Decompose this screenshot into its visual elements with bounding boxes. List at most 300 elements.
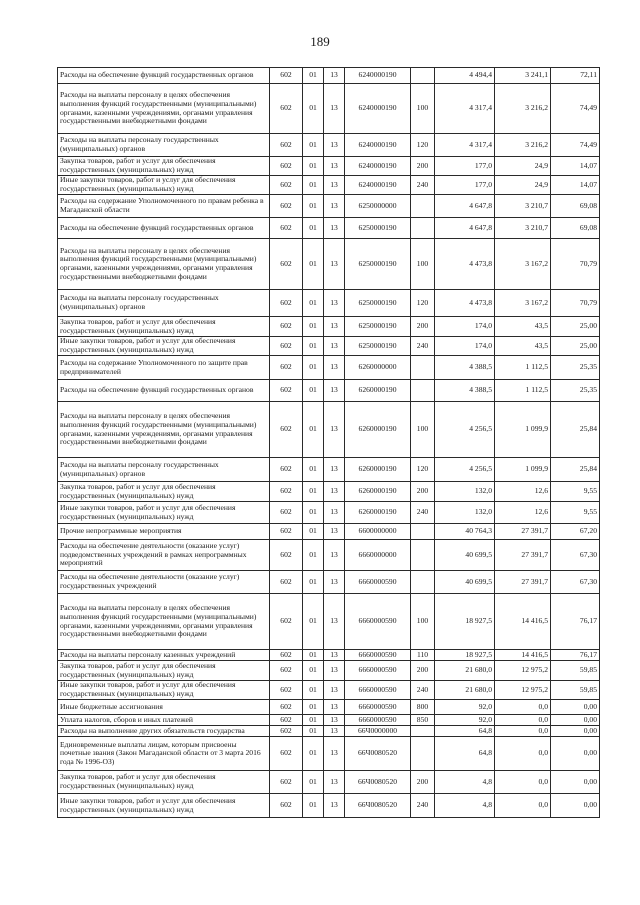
cell-plan: 21 680,0 (435, 681, 495, 700)
cell-csr: 6260000190 (345, 502, 411, 524)
cell-fact: 0,0 (495, 737, 551, 771)
cell-name: Иные закупки товаров, работ и услуг для обеспечения государственных (муниципальных) нужд (58, 502, 270, 524)
cell-pr: 13 (324, 380, 345, 402)
table-row (58, 502, 600, 524)
cell-csr: 6250000190 (345, 290, 411, 317)
cell-fact: 0,0 (495, 771, 551, 794)
cell-ved: 602 (270, 571, 303, 594)
cell-pct: 72,11 (551, 68, 600, 84)
cell-rz: 01 (303, 195, 324, 218)
cell-pr: 13 (324, 540, 345, 571)
cell-vr (411, 571, 435, 594)
cell-plan: 4 473,8 (435, 239, 495, 290)
cell-rz: 01 (303, 715, 324, 726)
cell-ved: 602 (270, 540, 303, 571)
cell-vr (411, 68, 435, 84)
table-row (58, 681, 600, 700)
cell-rz: 01 (303, 134, 324, 157)
cell-fact: 24,9 (495, 176, 551, 195)
cell-plan: 64,8 (435, 726, 495, 737)
cell-fact: 43,5 (495, 337, 551, 356)
cell-fact: 14 416,5 (495, 594, 551, 650)
cell-pr: 13 (324, 68, 345, 84)
table-row (58, 594, 600, 650)
cell-name: Закупка товаров, работ и услуг для обеспечения государственных (муниципальных) нужд (58, 771, 270, 794)
cell-fact: 12,6 (495, 482, 551, 502)
table-row (58, 650, 600, 661)
cell-plan: 40 699,5 (435, 571, 495, 594)
cell-name: Расходы на обеспечение функций государственных органов (58, 218, 270, 239)
cell-name: Прочие непрограммные мероприятия (58, 524, 270, 540)
cell-name: Расходы на обеспечение функций государственных органов (58, 68, 270, 84)
cell-ved: 602 (270, 594, 303, 650)
cell-fact: 0,0 (495, 700, 551, 715)
table-row (58, 356, 600, 380)
cell-csr: 6660000000 (345, 540, 411, 571)
cell-vr: 200 (411, 771, 435, 794)
cell-pr: 13 (324, 317, 345, 337)
cell-pct: 67,30 (551, 540, 600, 571)
cell-rz: 01 (303, 157, 324, 176)
cell-plan: 4 317,4 (435, 84, 495, 134)
cell-pct: 25,84 (551, 402, 600, 458)
cell-ved: 602 (270, 218, 303, 239)
cell-plan: 4,8 (435, 771, 495, 794)
cell-pr: 13 (324, 771, 345, 794)
cell-pr: 13 (324, 715, 345, 726)
cell-pct: 14,07 (551, 157, 600, 176)
cell-vr (411, 540, 435, 571)
cell-rz: 01 (303, 681, 324, 700)
cell-pct: 0,00 (551, 794, 600, 818)
cell-fact: 14 416,5 (495, 650, 551, 661)
cell-fact: 1 112,5 (495, 356, 551, 380)
cell-pr: 13 (324, 195, 345, 218)
cell-pr: 13 (324, 482, 345, 502)
cell-pr: 13 (324, 157, 345, 176)
cell-ved: 602 (270, 337, 303, 356)
cell-csr: 6260000190 (345, 380, 411, 402)
cell-csr: 6260000190 (345, 458, 411, 482)
cell-rz: 01 (303, 650, 324, 661)
cell-pct: 59,85 (551, 681, 600, 700)
cell-rz: 01 (303, 524, 324, 540)
cell-pct: 0,00 (551, 771, 600, 794)
cell-csr: 66Ч0080520 (345, 771, 411, 794)
cell-vr (411, 737, 435, 771)
cell-rz: 01 (303, 290, 324, 317)
cell-pct: 9,55 (551, 502, 600, 524)
cell-rz: 01 (303, 794, 324, 818)
cell-pr: 13 (324, 290, 345, 317)
cell-ved: 602 (270, 356, 303, 380)
cell-pct: 67,30 (551, 571, 600, 594)
table-row (58, 726, 600, 737)
cell-pr: 13 (324, 239, 345, 290)
cell-rz: 01 (303, 356, 324, 380)
cell-fact: 12 975,2 (495, 661, 551, 681)
cell-fact: 27 391,7 (495, 540, 551, 571)
cell-name: Расходы на выплаты персоналу государственных (муниципальных) органов (58, 458, 270, 482)
cell-ved: 602 (270, 715, 303, 726)
cell-name: Расходы на содержание Уполномоченного по защите прав предпринимателей (58, 356, 270, 380)
cell-name: Расходы на обеспечение деятельности (оказание услуг) подведомственных учреждений в рамках непрограммных мероприятий (58, 540, 270, 571)
cell-fact: 3 241,1 (495, 68, 551, 84)
cell-rz: 01 (303, 239, 324, 290)
cell-plan: 4 388,5 (435, 380, 495, 402)
cell-plan: 18 927,5 (435, 650, 495, 661)
cell-pct: 25,35 (551, 356, 600, 380)
cell-name: Расходы на выплаты персоналу казенных учреждений (58, 650, 270, 661)
cell-csr: 6660000590 (345, 594, 411, 650)
cell-pct: 76,17 (551, 594, 600, 650)
cell-csr: 6250000190 (345, 337, 411, 356)
cell-ved: 602 (270, 176, 303, 195)
cell-pct: 0,00 (551, 700, 600, 715)
cell-fact: 27 391,7 (495, 571, 551, 594)
cell-name: Иные закупки товаров, работ и услуг для обеспечения государственных (муниципальных) нужд (58, 176, 270, 195)
cell-pr: 13 (324, 458, 345, 482)
cell-vr: 100 (411, 84, 435, 134)
cell-csr: 6250000000 (345, 195, 411, 218)
cell-fact: 12 975,2 (495, 681, 551, 700)
table-row (58, 290, 600, 317)
cell-name: Расходы на выплаты персоналу в целях обеспечения выполнения функций государственными (муниципальными) органами, казенными учреждениями, органами управления государственными внебюджетными фондами (58, 402, 270, 458)
cell-fact: 3 167,2 (495, 290, 551, 317)
cell-pr: 13 (324, 337, 345, 356)
cell-csr: 6240000190 (345, 84, 411, 134)
cell-pct: 9,55 (551, 482, 600, 502)
cell-csr: 6660000590 (345, 681, 411, 700)
cell-csr: 6250000190 (345, 239, 411, 290)
cell-fact: 1 112,5 (495, 380, 551, 402)
cell-csr: 6250000190 (345, 317, 411, 337)
cell-vr: 100 (411, 402, 435, 458)
cell-plan: 174,0 (435, 317, 495, 337)
cell-pr: 13 (324, 571, 345, 594)
cell-pct: 25,35 (551, 380, 600, 402)
cell-ved: 602 (270, 482, 303, 502)
cell-name: Расходы на выплаты персоналу в целях обеспечения выполнения функций государственными (муниципальными) органами, казенными учреждениями, органами управления государственными внебюджетными фондами (58, 594, 270, 650)
cell-fact: 27 391,7 (495, 524, 551, 540)
cell-name: Единовременные выплаты лицам, которым присвоены почетные звания (Закон Магаданской области от 3 марта 2016 года № 1996-ОЗ) (58, 737, 270, 771)
cell-name: Уплата налогов, сборов и иных платежей (58, 715, 270, 726)
cell-plan: 92,0 (435, 700, 495, 715)
table-row (58, 661, 600, 681)
table-row (58, 458, 600, 482)
table-row (58, 794, 600, 818)
cell-rz: 01 (303, 176, 324, 195)
cell-rz: 01 (303, 402, 324, 458)
cell-fact: 3 167,2 (495, 239, 551, 290)
cell-csr: 6240000190 (345, 134, 411, 157)
cell-pr: 13 (324, 524, 345, 540)
cell-fact: 3 210,7 (495, 218, 551, 239)
cell-pct: 74,49 (551, 84, 600, 134)
cell-vr: 200 (411, 661, 435, 681)
cell-vr (411, 195, 435, 218)
cell-plan: 64,8 (435, 737, 495, 771)
cell-vr (411, 356, 435, 380)
cell-pr: 13 (324, 594, 345, 650)
cell-pct: 0,00 (551, 726, 600, 737)
cell-ved: 602 (270, 317, 303, 337)
cell-name: Расходы на выплаты персоналу государственных (муниципальных) органов (58, 134, 270, 157)
table-row (58, 68, 600, 84)
table-row (58, 715, 600, 726)
cell-name: Расходы на обеспечение деятельности (оказание услуг) государственных учреждений (58, 571, 270, 594)
cell-csr: 6260000190 (345, 402, 411, 458)
cell-ved: 602 (270, 290, 303, 317)
table-row (58, 571, 600, 594)
cell-rz: 01 (303, 84, 324, 134)
cell-fact: 3 210,7 (495, 195, 551, 218)
cell-vr: 240 (411, 681, 435, 700)
cell-pct: 67,20 (551, 524, 600, 540)
cell-plan: 40 699,5 (435, 540, 495, 571)
cell-name: Закупка товаров, работ и услуг для обеспечения государственных (муниципальных) нужд (58, 482, 270, 502)
cell-rz: 01 (303, 380, 324, 402)
cell-plan: 132,0 (435, 502, 495, 524)
cell-ved: 602 (270, 524, 303, 540)
cell-pct: 59,85 (551, 661, 600, 681)
cell-ved: 602 (270, 771, 303, 794)
cell-rz: 01 (303, 458, 324, 482)
cell-plan: 92,0 (435, 715, 495, 726)
cell-fact: 0,0 (495, 715, 551, 726)
cell-csr: 6600000000 (345, 524, 411, 540)
cell-pr: 13 (324, 737, 345, 771)
cell-rz: 01 (303, 571, 324, 594)
cell-csr: 6660000590 (345, 700, 411, 715)
cell-pr: 13 (324, 502, 345, 524)
cell-pct: 25,00 (551, 317, 600, 337)
cell-vr: 200 (411, 317, 435, 337)
cell-ved: 602 (270, 380, 303, 402)
cell-pct: 25,00 (551, 337, 600, 356)
cell-vr (411, 218, 435, 239)
cell-plan: 4 647,8 (435, 195, 495, 218)
table-row (58, 700, 600, 715)
cell-ved: 602 (270, 239, 303, 290)
cell-vr: 100 (411, 239, 435, 290)
table-row (58, 218, 600, 239)
cell-vr (411, 524, 435, 540)
cell-csr: 6660000590 (345, 661, 411, 681)
cell-csr: 6660000590 (345, 571, 411, 594)
cell-rz: 01 (303, 337, 324, 356)
cell-ved: 602 (270, 84, 303, 134)
cell-pr: 13 (324, 650, 345, 661)
cell-ved: 602 (270, 402, 303, 458)
cell-pr: 13 (324, 356, 345, 380)
cell-ved: 602 (270, 794, 303, 818)
table-row (58, 380, 600, 402)
cell-plan: 4 388,5 (435, 356, 495, 380)
cell-plan: 4 317,4 (435, 134, 495, 157)
cell-rz: 01 (303, 771, 324, 794)
page-number: 189 (310, 34, 330, 49)
cell-vr (411, 380, 435, 402)
cell-ved: 602 (270, 737, 303, 771)
cell-csr: 66Ч0080520 (345, 737, 411, 771)
table-row (58, 317, 600, 337)
cell-vr: 240 (411, 502, 435, 524)
cell-ved: 602 (270, 726, 303, 737)
cell-plan: 18 927,5 (435, 594, 495, 650)
table-row (58, 771, 600, 794)
cell-pr: 13 (324, 176, 345, 195)
cell-vr: 120 (411, 290, 435, 317)
cell-ved: 602 (270, 700, 303, 715)
cell-rz: 01 (303, 737, 324, 771)
cell-ved: 602 (270, 502, 303, 524)
cell-vr: 240 (411, 794, 435, 818)
cell-plan: 174,0 (435, 337, 495, 356)
cell-csr: 6660000590 (345, 650, 411, 661)
cell-name: Расходы на выплаты персоналу государственных (муниципальных) органов (58, 290, 270, 317)
table-row (58, 540, 600, 571)
cell-csr: 6240000190 (345, 176, 411, 195)
cell-pct: 70,79 (551, 239, 600, 290)
cell-plan: 4 256,5 (435, 402, 495, 458)
cell-ved: 602 (270, 157, 303, 176)
cell-pr: 13 (324, 700, 345, 715)
cell-vr: 800 (411, 700, 435, 715)
cell-name: Расходы на выполнение других обязательств государства (58, 726, 270, 737)
cell-csr: 66Ч0000000 (345, 726, 411, 737)
cell-ved: 602 (270, 458, 303, 482)
cell-name: Закупка товаров, работ и услуг для обеспечения государственных (муниципальных) нужд (58, 157, 270, 176)
cell-rz: 01 (303, 540, 324, 571)
cell-rz: 01 (303, 482, 324, 502)
cell-fact: 24,9 (495, 157, 551, 176)
cell-rz: 01 (303, 726, 324, 737)
cell-pr: 13 (324, 134, 345, 157)
cell-rz: 01 (303, 317, 324, 337)
cell-plan: 177,0 (435, 157, 495, 176)
table-row (58, 239, 600, 290)
table-row (58, 737, 600, 771)
cell-pr: 13 (324, 661, 345, 681)
budget-table-body (58, 68, 600, 818)
cell-name: Расходы на обеспечение функций государственных органов (58, 380, 270, 402)
cell-ved: 602 (270, 650, 303, 661)
cell-fact: 12,6 (495, 502, 551, 524)
cell-fact: 1 099,9 (495, 402, 551, 458)
cell-pr: 13 (324, 726, 345, 737)
cell-rz: 01 (303, 68, 324, 84)
cell-fact: 3 216,2 (495, 84, 551, 134)
cell-rz: 01 (303, 218, 324, 239)
cell-fact: 1 099,9 (495, 458, 551, 482)
cell-name: Закупка товаров, работ и услуг для обеспечения государственных (муниципальных) нужд (58, 317, 270, 337)
table-row (58, 176, 600, 195)
cell-plan: 177,0 (435, 176, 495, 195)
cell-vr: 120 (411, 458, 435, 482)
cell-plan: 40 764,3 (435, 524, 495, 540)
cell-plan: 132,0 (435, 482, 495, 502)
cell-pct: 74,49 (551, 134, 600, 157)
table-row (58, 157, 600, 176)
cell-rz: 01 (303, 700, 324, 715)
cell-vr: 240 (411, 176, 435, 195)
cell-csr: 6660000590 (345, 715, 411, 726)
cell-plan: 4 494,4 (435, 68, 495, 84)
cell-ved: 602 (270, 681, 303, 700)
cell-fact: 0,0 (495, 726, 551, 737)
cell-ved: 602 (270, 661, 303, 681)
cell-csr: 6240000190 (345, 157, 411, 176)
cell-pct: 76,17 (551, 650, 600, 661)
cell-ved: 602 (270, 134, 303, 157)
cell-name: Иные закупки товаров, работ и услуг для обеспечения государственных (муниципальных) нужд (58, 794, 270, 818)
table-row (58, 524, 600, 540)
cell-name: Иные бюджетные ассигнования (58, 700, 270, 715)
cell-pct: 69,08 (551, 218, 600, 239)
cell-pr: 13 (324, 218, 345, 239)
cell-name: Расходы на выплаты персоналу в целях обеспечения выполнения функций государственными (муниципальными) органами, казенными учреждениями, органами управления государственными внебюджетными фондами (58, 84, 270, 134)
table-row (58, 134, 600, 157)
cell-plan: 4 473,8 (435, 290, 495, 317)
cell-plan: 4 256,5 (435, 458, 495, 482)
cell-plan: 21 680,0 (435, 661, 495, 681)
cell-pr: 13 (324, 794, 345, 818)
table-row (58, 337, 600, 356)
table-row (58, 482, 600, 502)
table-row (58, 402, 600, 458)
cell-ved: 602 (270, 68, 303, 84)
table-row (58, 84, 600, 134)
cell-fact: 43,5 (495, 317, 551, 337)
cell-csr: 6260000190 (345, 482, 411, 502)
cell-vr: 850 (411, 715, 435, 726)
cell-pct: 25,84 (551, 458, 600, 482)
cell-vr: 200 (411, 482, 435, 502)
cell-pct: 0,00 (551, 737, 600, 771)
cell-csr: 6240000190 (345, 68, 411, 84)
cell-rz: 01 (303, 502, 324, 524)
cell-pr: 13 (324, 681, 345, 700)
cell-rz: 01 (303, 594, 324, 650)
budget-table (57, 67, 600, 818)
cell-pct: 0,00 (551, 715, 600, 726)
cell-ved: 602 (270, 195, 303, 218)
cell-vr: 200 (411, 157, 435, 176)
cell-fact: 0,0 (495, 794, 551, 818)
table-row (58, 195, 600, 218)
cell-name: Расходы на содержание Уполномоченного по правам ребенка в Магаданской области (58, 195, 270, 218)
cell-pr: 13 (324, 402, 345, 458)
cell-pr: 13 (324, 84, 345, 134)
cell-name: Расходы на выплаты персоналу в целях обеспечения выполнения функций государственными (муниципальными) органами, казенными учреждениями, органами управления государственными внебюджетными фондами (58, 239, 270, 290)
cell-csr: 6250000190 (345, 218, 411, 239)
cell-vr: 240 (411, 337, 435, 356)
cell-vr (411, 726, 435, 737)
cell-plan: 4 647,8 (435, 218, 495, 239)
cell-csr: 6260000000 (345, 356, 411, 380)
cell-name: Иные закупки товаров, работ и услуг для обеспечения государственных (муниципальных) нужд (58, 681, 270, 700)
cell-name: Иные закупки товаров, работ и услуг для обеспечения государственных (муниципальных) нужд (58, 337, 270, 356)
cell-pct: 14,07 (551, 176, 600, 195)
cell-vr: 100 (411, 594, 435, 650)
cell-pct: 69,08 (551, 195, 600, 218)
cell-fact: 3 216,2 (495, 134, 551, 157)
cell-pct: 70,79 (551, 290, 600, 317)
cell-vr: 110 (411, 650, 435, 661)
cell-plan: 4,8 (435, 794, 495, 818)
cell-rz: 01 (303, 661, 324, 681)
